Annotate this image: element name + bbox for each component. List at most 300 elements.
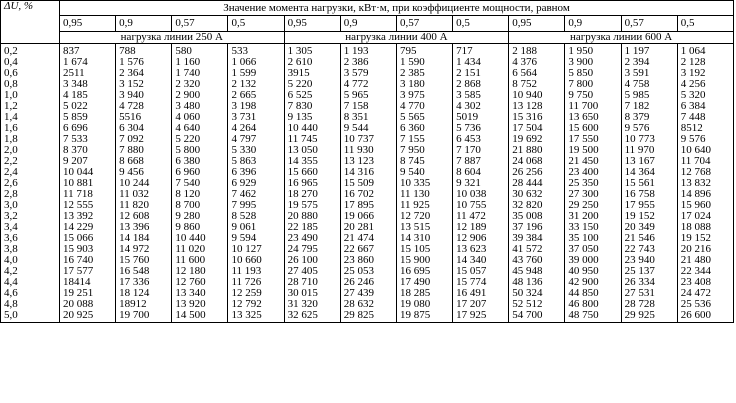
load-moment-cell: 11 032 (116, 189, 172, 200)
table-row (1, 101, 734, 112)
load-moment-cell: 15 509 (340, 178, 396, 189)
load-moment-cell: 5 863 (228, 156, 284, 167)
power-factor-header: 0,57 (621, 16, 677, 32)
load-moment-cell: 35 008 (509, 211, 565, 222)
load-moment-cell: 8512 (677, 123, 733, 134)
load-moment-cell: 2 385 (396, 68, 452, 79)
load-moment-cell: 14 340 (453, 255, 509, 266)
load-moment-cell: 7 462 (228, 189, 284, 200)
load-moment-cell: 14 184 (116, 233, 172, 244)
load-moment-cell: 19 251 (60, 288, 116, 299)
load-moment-cell: 9 544 (340, 123, 396, 134)
load-moment-cell: 9 135 (284, 112, 340, 123)
load-moment-cell: 1 193 (340, 44, 396, 58)
load-moment-cell: 837 (60, 44, 116, 58)
load-moment-cell: 1 576 (116, 57, 172, 68)
load-moment-cell: 29 925 (621, 310, 677, 323)
table-row (1, 145, 734, 156)
load-moment-cell: 2 320 (172, 79, 228, 90)
voltage-drop-cell: 3,2 (1, 211, 60, 222)
load-moment-cell: 14 229 (60, 222, 116, 233)
voltage-drop-cell: 2,6 (1, 178, 60, 189)
load-moment-cell: 8 745 (396, 156, 452, 167)
load-moment-cell: 24 795 (284, 244, 340, 255)
load-moment-cell: 28 632 (340, 299, 396, 310)
load-moment-cell: 19 692 (509, 134, 565, 145)
load-moment-cell: 10 127 (228, 244, 284, 255)
load-moment-cell: 19 575 (284, 200, 340, 211)
table-row (1, 310, 734, 323)
load-moment-cell: 9 061 (228, 222, 284, 233)
voltage-drop-cell: 4,6 (1, 288, 60, 299)
table-row (1, 244, 734, 255)
voltage-drop-cell: 3,6 (1, 233, 60, 244)
load-moment-cell: 11 925 (396, 200, 452, 211)
load-moment-cell: 6 380 (172, 156, 228, 167)
load-moment-cell: 44 850 (565, 288, 621, 299)
load-moment-cell: 11 745 (284, 134, 340, 145)
load-moment-cell: 10 640 (677, 145, 733, 156)
load-moment-cell: 22 185 (284, 222, 340, 233)
load-moment-cell: 7 448 (677, 112, 733, 123)
load-moment-cell: 35 100 (565, 233, 621, 244)
power-factor-header: 0,9 (565, 16, 621, 32)
load-moment-cell: 10 038 (453, 189, 509, 200)
load-moment-cell: 20 880 (284, 211, 340, 222)
table-row (1, 266, 734, 277)
load-moment-cell: 23 860 (340, 255, 396, 266)
load-moment-cell: 8 752 (509, 79, 565, 90)
load-moment-cell: 5 022 (60, 101, 116, 112)
load-moment-cell: 16 965 (284, 178, 340, 189)
load-moment-cell: 39 000 (565, 255, 621, 266)
load-moment-cell: 23 400 (565, 167, 621, 178)
load-moment-cell: 19 875 (396, 310, 452, 323)
load-moment-cell: 11 700 (565, 101, 621, 112)
load-moment-cell: 3 579 (340, 68, 396, 79)
load-moment-cell: 24 068 (509, 156, 565, 167)
load-moment-cell: 28 444 (509, 178, 565, 189)
load-moment-cell: 6 696 (60, 123, 116, 134)
load-moment-cell: 8 351 (340, 112, 396, 123)
load-moment-cell: 16 548 (116, 266, 172, 277)
load-moment-cell: 6 525 (284, 90, 340, 101)
load-moment-cell: 5 330 (228, 145, 284, 156)
load-moment-cell: 40 950 (565, 266, 621, 277)
load-moment-cell: 17 504 (509, 123, 565, 134)
load-moment-cell: 4 256 (677, 79, 733, 90)
voltage-drop-cell: 1,8 (1, 134, 60, 145)
voltage-drop-cell: 3,0 (1, 200, 60, 211)
load-moment-cell: 32 820 (509, 200, 565, 211)
load-moment-cell: 9 207 (60, 156, 116, 167)
voltage-drop-cell: 0,6 (1, 68, 60, 79)
power-factor-header: 0,5 (453, 16, 509, 32)
load-moment-cell: 1 066 (228, 57, 284, 68)
load-moment-cell: 10 244 (116, 178, 172, 189)
load-moment-cell: 18414 (60, 277, 116, 288)
load-moment-cell: 10 881 (60, 178, 116, 189)
table-row (1, 57, 734, 68)
table-row (1, 288, 734, 299)
table-row (1, 299, 734, 310)
load-moment-cell: 19 700 (116, 310, 172, 323)
load-moment-cell: 15 057 (453, 266, 509, 277)
load-moment-cell: 28 710 (284, 277, 340, 288)
load-moment-cell: 13 623 (453, 244, 509, 255)
load-moment-cell: 15 903 (60, 244, 116, 255)
load-moment-cell: 5 985 (621, 90, 677, 101)
load-moment-cell: 2 151 (453, 68, 509, 79)
load-moment-cell: 4 728 (116, 101, 172, 112)
load-moment-cell: 14 500 (172, 310, 228, 323)
load-moment-cell: 13 650 (565, 112, 621, 123)
load-moment-cell: 3 900 (565, 57, 621, 68)
table-row (1, 167, 734, 178)
load-group-row (1, 32, 734, 44)
load-moment-cell: 14 364 (621, 167, 677, 178)
load-moment-cell: 9 576 (677, 134, 733, 145)
load-moment-cell: 21 450 (565, 156, 621, 167)
load-moment-cell: 23 490 (284, 233, 340, 244)
load-moment-cell: 3 180 (396, 79, 452, 90)
load-moment-cell: 27 300 (565, 189, 621, 200)
load-moment-cell: 3915 (284, 68, 340, 79)
table-row (1, 222, 734, 233)
load-moment-cell: 11 193 (228, 266, 284, 277)
load-moment-cell: 3 198 (228, 101, 284, 112)
voltage-drop-cell: 3,8 (1, 244, 60, 255)
load-moment-cell: 7 170 (453, 145, 509, 156)
load-moment-cell: 8 604 (453, 167, 509, 178)
power-factor-header: 0,57 (172, 16, 228, 32)
load-moment-cell: 5 965 (340, 90, 396, 101)
load-moment-cell: 12 189 (453, 222, 509, 233)
load-moment-cell: 12 720 (396, 211, 452, 222)
load-moment-cell: 1 160 (172, 57, 228, 68)
load-moment-cell: 25 350 (565, 178, 621, 189)
load-moment-cell: 11 718 (60, 189, 116, 200)
load-moment-cell: 580 (172, 44, 228, 58)
load-moment-cell: 22 743 (621, 244, 677, 255)
load-moment-cell: 9 321 (453, 178, 509, 189)
load-moment-cell: 5 850 (565, 68, 621, 79)
load-moment-cell: 9 594 (228, 233, 284, 244)
load-group-header: нагрузка линии 600 А (509, 32, 734, 44)
load-moment-cell: 5 800 (172, 145, 228, 156)
table-row (1, 90, 734, 101)
load-moment-cell: 4 640 (172, 123, 228, 134)
load-moment-cell: 4 376 (509, 57, 565, 68)
load-moment-cell: 10 940 (509, 90, 565, 101)
power-factor-header: 0,57 (396, 16, 452, 32)
load-moment-cell: 19 080 (396, 299, 452, 310)
load-moment-cell: 17 207 (453, 299, 509, 310)
load-moment-cell: 17 955 (621, 200, 677, 211)
load-moment-cell: 717 (453, 44, 509, 58)
load-moment-cell: 15 660 (284, 167, 340, 178)
load-moment-cell: 21 480 (677, 255, 733, 266)
table-row (1, 178, 734, 189)
load-moment-cell: 9 576 (621, 123, 677, 134)
table-row (1, 112, 734, 123)
voltage-drop-cell: 2,2 (1, 156, 60, 167)
load-moment-cell: 5 220 (284, 79, 340, 90)
load-moment-cell: 13 515 (396, 222, 452, 233)
load-moment-cell: 16 491 (453, 288, 509, 299)
load-moment-cell: 18912 (116, 299, 172, 310)
load-moment-cell: 14 310 (396, 233, 452, 244)
load-moment-cell: 3 192 (677, 68, 733, 79)
table-row (1, 44, 734, 58)
load-moment-cell: 5 320 (677, 90, 733, 101)
voltage-drop-cell: 4,4 (1, 277, 60, 288)
table-body (1, 44, 734, 323)
table-row (1, 211, 734, 222)
load-moment-cell: 26 334 (621, 277, 677, 288)
load-moment-cell: 13 392 (60, 211, 116, 222)
load-moment-cell: 8 700 (172, 200, 228, 211)
table-row (1, 123, 734, 134)
load-moment-cell: 17 490 (396, 277, 452, 288)
load-moment-cell: 26 256 (509, 167, 565, 178)
load-moment-cell: 33 150 (565, 222, 621, 233)
load-moment-cell: 4 772 (340, 79, 396, 90)
load-moment-cell: 2 394 (621, 57, 677, 68)
load-moment-cell: 11 130 (396, 189, 452, 200)
load-moment-cell: 5 859 (60, 112, 116, 123)
load-group-header: нагрузка линии 400 А (284, 32, 509, 44)
load-moment-cell: 15 960 (677, 200, 733, 211)
load-moment-cell: 30 015 (284, 288, 340, 299)
load-moment-cell: 20 925 (60, 310, 116, 323)
load-moment-cell: 5 220 (172, 134, 228, 145)
load-moment-cell: 18 285 (396, 288, 452, 299)
load-moment-cell: 3 591 (621, 68, 677, 79)
load-moment-cell: 11 820 (116, 200, 172, 211)
load-moment-cell: 1 064 (677, 44, 733, 58)
table-row (1, 255, 734, 266)
load-moment-cell: 4 758 (621, 79, 677, 90)
load-moment-cell: 16 702 (340, 189, 396, 200)
load-moment-cell: 1 674 (60, 57, 116, 68)
load-moment-cell: 7 540 (172, 178, 228, 189)
load-moment-cell: 9 750 (565, 90, 621, 101)
load-moment-cell: 12 760 (172, 277, 228, 288)
load-moment-cell: 8 528 (228, 211, 284, 222)
load-moment-cell: 14 896 (677, 189, 733, 200)
load-moment-cell: 6 960 (172, 167, 228, 178)
load-moment-cell: 20 088 (60, 299, 116, 310)
load-moment-cell: 10 044 (60, 167, 116, 178)
load-moment-cell: 6 396 (228, 167, 284, 178)
load-moment-cell: 48 136 (509, 277, 565, 288)
load-moment-cell: 21 546 (621, 233, 677, 244)
load-moment-cell: 13 340 (172, 288, 228, 299)
load-moment-cell: 9 280 (172, 211, 228, 222)
load-moment-cell: 8 668 (116, 156, 172, 167)
load-moment-cell: 11 704 (677, 156, 733, 167)
load-moment-cell: 4 185 (60, 90, 116, 101)
load-moment-cell: 12 555 (60, 200, 116, 211)
load-moment-cell: 18 088 (677, 222, 733, 233)
load-moment-cell: 23 940 (621, 255, 677, 266)
load-moment-cell: 7 158 (340, 101, 396, 112)
load-moment-cell: 2511 (60, 68, 116, 79)
voltage-drop-cell: 1,4 (1, 112, 60, 123)
load-moment-cell: 25 536 (677, 299, 733, 310)
load-moment-cell: 22 344 (677, 266, 733, 277)
load-moment-cell: 1 740 (172, 68, 228, 79)
load-moment-cell: 50 324 (509, 288, 565, 299)
load-moment-cell: 7 950 (396, 145, 452, 156)
load-group-header: нагрузка линии 250 А (60, 32, 285, 44)
load-moment-cell: 9 540 (396, 167, 452, 178)
load-moment-cell: 10 440 (284, 123, 340, 134)
load-moment-cell: 7 830 (284, 101, 340, 112)
load-moment-cell: 31 320 (284, 299, 340, 310)
load-moment-cell: 26 600 (677, 310, 733, 323)
load-moment-cell: 10 737 (340, 134, 396, 145)
voltage-drop-cell: 2,4 (1, 167, 60, 178)
load-moment-cell: 46 800 (565, 299, 621, 310)
load-moment-cell: 7 533 (60, 134, 116, 145)
load-moment-cell: 1 590 (396, 57, 452, 68)
load-moment-cell: 1 197 (621, 44, 677, 58)
load-moment-cell: 15 105 (396, 244, 452, 255)
voltage-drop-cell: 1,6 (1, 123, 60, 134)
voltage-drop-cell: 3,4 (1, 222, 60, 233)
load-moment-cell: 10 440 (172, 233, 228, 244)
load-moment-cell: 4 060 (172, 112, 228, 123)
load-moment-cell: 15 600 (565, 123, 621, 134)
load-moment-cell: 13 832 (677, 178, 733, 189)
load-moment-cell: 26 246 (340, 277, 396, 288)
load-moment-cell: 19 152 (677, 233, 733, 244)
load-moment-cell: 15 900 (396, 255, 452, 266)
load-moment-cell: 8 379 (621, 112, 677, 123)
load-moment-cell: 5516 (116, 112, 172, 123)
load-moment-cell: 8 120 (172, 189, 228, 200)
load-moment-cell: 10 773 (621, 134, 677, 145)
load-moment-cell: 7 880 (116, 145, 172, 156)
load-moment-cell: 16 758 (621, 189, 677, 200)
load-moment-cell: 7 995 (228, 200, 284, 211)
voltage-drop-cell: 0,4 (1, 57, 60, 68)
voltage-drop-cell: 4,2 (1, 266, 60, 277)
load-moment-cell: 27 531 (621, 288, 677, 299)
load-moment-cell: 2 665 (228, 90, 284, 101)
table-row (1, 277, 734, 288)
load-moment-cell: 1 434 (453, 57, 509, 68)
load-moment-cell: 10 755 (453, 200, 509, 211)
load-moment-cell: 3 975 (396, 90, 452, 101)
load-moment-cell: 5 565 (396, 112, 452, 123)
table-row (1, 233, 734, 244)
load-moment-cell: 25 053 (340, 266, 396, 277)
load-moment-cell: 20 216 (677, 244, 733, 255)
load-moment-cell: 17 925 (453, 310, 509, 323)
load-moment-cell: 17 895 (340, 200, 396, 211)
load-moment-cell: 9 456 (116, 167, 172, 178)
load-moment-cell: 11 472 (453, 211, 509, 222)
power-factor-header: 0,9 (116, 16, 172, 32)
load-moment-cell: 9 860 (172, 222, 228, 233)
voltage-drop-cell: 4,0 (1, 255, 60, 266)
load-moment-cell: 795 (396, 44, 452, 58)
load-moment-cell: 7 182 (621, 101, 677, 112)
load-moment-cell: 27 439 (340, 288, 396, 299)
load-moment-cell: 39 384 (509, 233, 565, 244)
load-moment-cell: 13 920 (172, 299, 228, 310)
load-moment-cell: 13 050 (284, 145, 340, 156)
load-moment-cell: 5019 (453, 112, 509, 123)
load-moment-cell: 16 740 (60, 255, 116, 266)
load-moment-cell: 4 770 (396, 101, 452, 112)
table-row (1, 134, 734, 145)
load-moment-cell: 788 (116, 44, 172, 58)
load-moment-cell: 2 132 (228, 79, 284, 90)
load-moment-cell: 12 259 (228, 288, 284, 299)
load-moment-cell: 14 972 (116, 244, 172, 255)
load-moment-cell: 6 360 (396, 123, 452, 134)
table-row (1, 156, 734, 167)
power-factor-row (1, 16, 734, 32)
load-moment-cell: 2 610 (284, 57, 340, 68)
load-moment-cell: 26 100 (284, 255, 340, 266)
load-moment-cell: 2 128 (677, 57, 733, 68)
power-factor-header: 0,5 (228, 16, 284, 32)
load-moment-cell: 7 155 (396, 134, 452, 145)
load-moment-cell: 18 124 (116, 288, 172, 299)
load-moment-cell: 3 940 (116, 90, 172, 101)
load-moment-cell: 2 188 (509, 44, 565, 58)
load-moment-cell: 37 050 (565, 244, 621, 255)
load-moment-cell: 17 336 (116, 277, 172, 288)
voltage-drop-cell: 1,2 (1, 101, 60, 112)
voltage-drop-cell: 0,8 (1, 79, 60, 90)
table-row (1, 200, 734, 211)
load-moment-cell: 3 731 (228, 112, 284, 123)
load-moment-cell: 5 736 (453, 123, 509, 134)
load-moment-cell: 7 800 (565, 79, 621, 90)
load-moment-cell: 13 167 (621, 156, 677, 167)
load-moment-cell: 12 906 (453, 233, 509, 244)
load-moment-cell: 15 774 (453, 277, 509, 288)
load-moment-cell: 54 700 (509, 310, 565, 323)
load-moment-cell: 45 948 (509, 266, 565, 277)
load-moment-cell: 6 564 (509, 68, 565, 79)
load-moment-cell: 17 024 (677, 211, 733, 222)
load-moment-cell: 1 305 (284, 44, 340, 58)
load-moment-cell: 20 281 (340, 222, 396, 233)
voltage-drop-cell: 2,8 (1, 189, 60, 200)
load-moment-cell: 16 695 (396, 266, 452, 277)
load-moment-cell: 6 384 (677, 101, 733, 112)
load-moment-cell: 4 264 (228, 123, 284, 134)
voltage-drop-cell: 4,8 (1, 299, 60, 310)
load-moment-cell: 2 364 (116, 68, 172, 79)
load-moment-cell: 14 316 (340, 167, 396, 178)
load-moment-cell: 4 302 (453, 101, 509, 112)
load-moment-cell: 1 599 (228, 68, 284, 79)
table-row (1, 68, 734, 79)
load-moment-cell: 10 660 (228, 255, 284, 266)
load-moment-cell: 11 600 (172, 255, 228, 266)
voltage-drop-cell: 2,0 (1, 145, 60, 156)
load-moment-cell: 10 335 (396, 178, 452, 189)
load-moment-cell: 17 577 (60, 266, 116, 277)
